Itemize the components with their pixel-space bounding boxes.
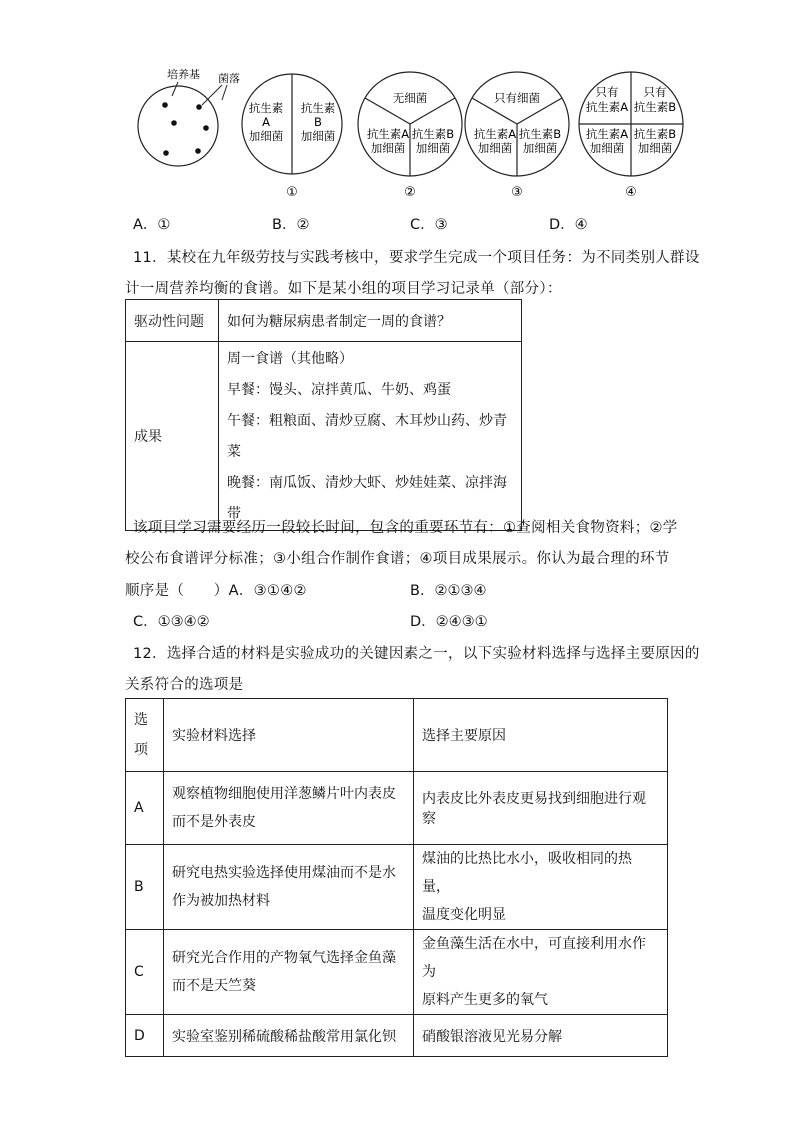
plate-number: ② bbox=[404, 185, 416, 200]
q11-para-line1: 该项目学习需要经历一段较长时间，包含的重要环节有：①查阅相关食物资料；②学 bbox=[133, 520, 678, 536]
q11-para-line2: 校公布食谱评分标准；③小组合作制作食谱；④项目成果展示。你认为最合理的环节 bbox=[125, 551, 670, 567]
svg-text:只有: 只有 bbox=[595, 85, 619, 99]
q12-stem-line2: 关系符合的选项是 bbox=[125, 677, 244, 693]
petri-dish-figure bbox=[130, 60, 677, 205]
q11-stem-line2: 计一周营养均衡的食谱。如下是某小组的项目学习记录单（部分）： bbox=[125, 281, 562, 297]
q12-row-material: 研究光合作用的产物氧气选择金鱼藻 而不是天竺葵 bbox=[164, 930, 414, 1015]
colony-dot bbox=[195, 148, 201, 154]
q12-row-option: C bbox=[126, 930, 164, 1015]
svg-text:抗生素A: 抗生素A bbox=[585, 127, 629, 141]
q12-row-reason: 金鱼藻生活在水中，可直接利用水作为 原料产生更多的氧气 bbox=[414, 930, 668, 1015]
colony-dot bbox=[171, 120, 177, 126]
svg-text:加细菌: 加细菌 bbox=[522, 141, 558, 155]
svg-text:A: A bbox=[262, 115, 270, 129]
q11-result-label: 成果 bbox=[126, 342, 219, 531]
q12-row-material: 观察植物细胞使用洋葱鳞片叶内表皮 而不是外表皮 bbox=[164, 772, 414, 845]
q12-header-reason: 选择主要原因 bbox=[414, 699, 668, 772]
svg-text:抗生素A: 抗生素A bbox=[473, 127, 517, 141]
plate-number: ③ bbox=[511, 185, 523, 200]
colony-dot bbox=[163, 150, 169, 156]
q11-record-table bbox=[125, 299, 522, 531]
q12-options-table bbox=[125, 698, 668, 1057]
plate-3 bbox=[465, 72, 569, 200]
svg-text:加细菌: 加细菌 bbox=[370, 141, 406, 155]
q12-header-material: 实验材料选择 bbox=[164, 699, 414, 772]
plate-4 bbox=[579, 72, 683, 200]
q12-header-option: 选 项 bbox=[126, 699, 164, 772]
q12-row-material: 研究电热实验选择使用煤油而不是水 作为被加热材料 bbox=[164, 845, 414, 930]
svg-text:加细菌: 加细菌 bbox=[589, 141, 625, 155]
plate-2-top: 无细菌 bbox=[392, 91, 428, 105]
svg-text:抗生素A: 抗生素A bbox=[585, 100, 629, 114]
q11-result-value: 周一食谱（其他略） 早餐：馒头、凉拌黄瓜、牛奶、鸡蛋 午餐：粗粮面、清炒豆腐、木耳炒山药、炒青菜 晚餐：南瓜饭、清炒大虾、炒娃娃菜、凉拌海带 bbox=[219, 342, 522, 531]
q11-driving-question-label: 驱动性问题 bbox=[126, 300, 219, 342]
q12-row-option: D bbox=[126, 1015, 164, 1057]
medium-label: 培养基 bbox=[167, 68, 200, 81]
svg-text:加细菌: 加细菌 bbox=[415, 141, 451, 155]
plate-number: ④ bbox=[625, 185, 637, 200]
plate-3-top: 只有细菌 bbox=[494, 91, 540, 105]
table-row bbox=[126, 772, 668, 845]
svg-text:抗生素B: 抗生素B bbox=[518, 127, 562, 141]
svg-text:抗生素A: 抗生素A bbox=[366, 127, 410, 141]
culture-dish bbox=[138, 67, 240, 166]
plate-2 bbox=[358, 72, 462, 200]
table-row bbox=[126, 845, 668, 930]
q10-option-c: C．③ bbox=[410, 217, 448, 233]
table-row bbox=[126, 1015, 668, 1057]
colony-label: 菌落 bbox=[218, 72, 240, 85]
svg-text:加细菌: 加细菌 bbox=[637, 141, 673, 155]
colony-dot bbox=[196, 104, 202, 110]
q11-driving-question-value: 如何为糖尿病患者制定一周的食谱？ bbox=[219, 300, 522, 342]
svg-text:加细菌: 加细菌 bbox=[477, 141, 513, 155]
q12-stem-line1: 12．选择合适的材料是实验成功的关键因素之一，以下实验材料选择与选择主要原因的 bbox=[133, 646, 700, 662]
svg-text:加细菌: 加细菌 bbox=[248, 129, 284, 143]
plate-number: ① bbox=[286, 185, 298, 200]
q12-row-option: B bbox=[126, 845, 164, 930]
svg-text:B: B bbox=[314, 115, 322, 129]
svg-text:加细菌: 加细菌 bbox=[300, 129, 336, 143]
q12-row-material: 实验室鉴别稀硫酸稀盐酸常用氯化钡 bbox=[164, 1015, 414, 1057]
q11-option-b: B．②①③④ bbox=[410, 583, 487, 599]
table-row bbox=[126, 930, 668, 1015]
q12-row-reason: 内表皮比外表皮更易找到细胞进行观察 bbox=[414, 772, 668, 845]
svg-text:抗生素B: 抗生素B bbox=[633, 127, 677, 141]
colony-dot bbox=[203, 125, 209, 131]
q10-option-b: B．② bbox=[272, 217, 310, 233]
q12-row-reason: 煤油的比热比水小，吸收相同的热量， 温度变化明显 bbox=[414, 845, 668, 930]
q12-row-option: A bbox=[126, 772, 164, 845]
q11-para-line3: 顺序是（ ）A．③①④② bbox=[125, 583, 307, 599]
svg-text:抗生素: 抗生素 bbox=[248, 101, 284, 115]
q10-option-a: A．① bbox=[133, 217, 171, 233]
q11-option-d: D．②④③① bbox=[410, 614, 488, 630]
q11-option-c: C．①③④② bbox=[133, 614, 210, 630]
svg-text:只有: 只有 bbox=[643, 85, 667, 99]
q10-option-d: D．④ bbox=[549, 217, 588, 233]
plate-1 bbox=[242, 74, 342, 200]
svg-text:抗生素B: 抗生素B bbox=[633, 100, 677, 114]
svg-text:抗生素B: 抗生素B bbox=[411, 127, 455, 141]
colony-dot bbox=[162, 102, 168, 108]
q11-stem-line1: 11．某校在九年级劳技与实践考核中，要求学生完成一个项目任务：为不同类别人群设 bbox=[133, 250, 700, 266]
svg-text:抗生素: 抗生素 bbox=[300, 101, 336, 115]
q12-row-reason: 硝酸银溶液见光易分解 bbox=[414, 1015, 668, 1057]
